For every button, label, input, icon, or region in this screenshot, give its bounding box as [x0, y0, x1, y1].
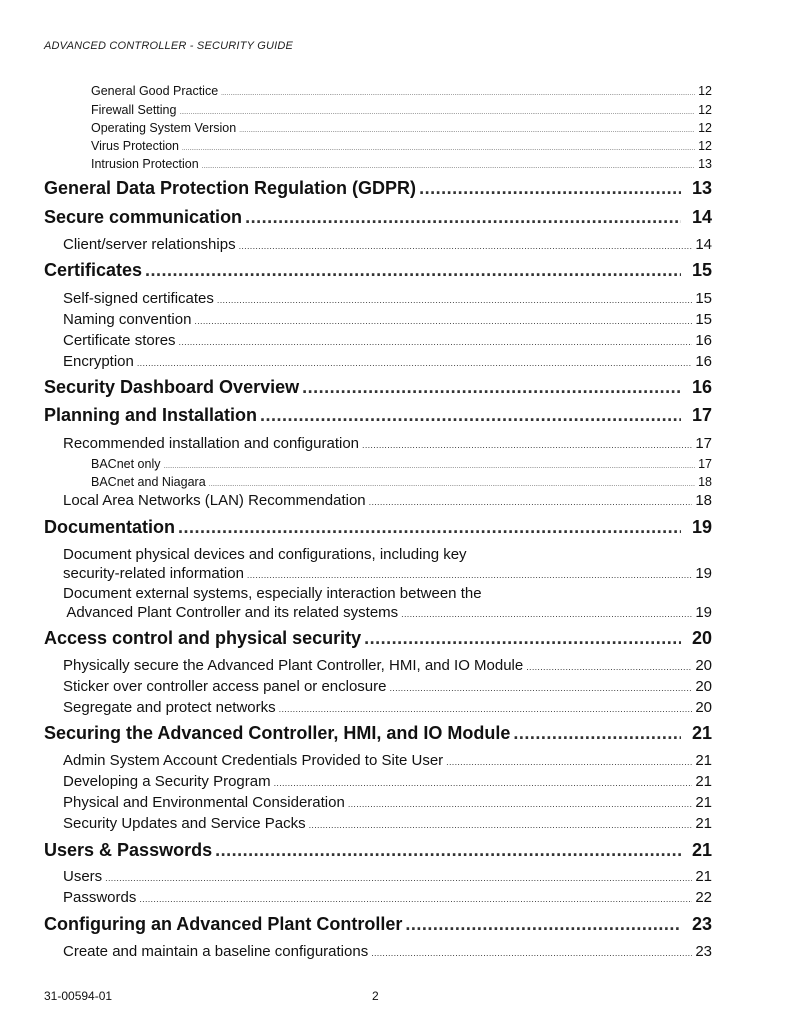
toc-entry-title: Physically secure the Advanced Plant Controller, HMI, and IO Module	[63, 657, 524, 674]
dot-leader	[179, 337, 693, 347]
toc-entry-title: Local Area Networks (LAN) Recommendation	[63, 492, 366, 509]
toc-entry-title: BACnet and Niagara	[91, 475, 206, 489]
dot-leader	[260, 405, 681, 426]
toc-entry[interactable]	[63, 332, 712, 349]
toc-entry[interactable]	[91, 103, 712, 117]
toc-section-title: Security Dashboard Overview	[44, 377, 300, 397]
toc-section[interactable]	[44, 178, 712, 199]
toc-entry-title: Segregate and protect networks	[63, 699, 276, 716]
toc-entry[interactable]	[63, 943, 712, 960]
toc-section-page: 16	[691, 377, 712, 397]
toc-section-title: Planning and Installation	[44, 405, 258, 425]
dot-leader	[526, 662, 692, 672]
toc-section-page: 21	[691, 840, 712, 860]
dot-leader	[239, 241, 693, 251]
toc-entry[interactable]	[91, 139, 712, 153]
toc-entry-page: 19	[695, 565, 712, 582]
toc-entry-page: 23	[695, 943, 712, 960]
toc-entry-page: 18	[695, 492, 712, 509]
toc-entry-title: Advanced Plant Controller and its related systems	[63, 604, 399, 621]
toc-section-page: 23	[691, 914, 712, 934]
toc-section[interactable]	[44, 723, 712, 744]
toc-section[interactable]	[44, 914, 712, 935]
toc-entry[interactable]	[63, 492, 712, 509]
toc-section-title: Configuring an Advanced Plant Controller	[44, 914, 403, 934]
toc-entry-page: 12	[698, 84, 712, 98]
toc-section[interactable]	[44, 207, 712, 228]
dot-leader	[348, 799, 692, 809]
toc-section-title: Securing the Advanced Controller, HMI, and IO Module	[44, 723, 511, 743]
toc-entry-page: 15	[695, 311, 712, 328]
toc-section[interactable]	[44, 628, 712, 649]
toc-entry-page: 16	[695, 353, 712, 370]
toc-section-page: 14	[691, 207, 712, 227]
dot-leader	[446, 757, 692, 767]
toc-section-page: 17	[691, 405, 712, 425]
dot-leader	[137, 358, 692, 368]
toc-section-page: 13	[691, 178, 712, 198]
toc-entry[interactable]	[63, 773, 712, 790]
toc-entry[interactable]	[63, 435, 712, 452]
toc-entry-title: Sticker over controller access panel or enclosure	[63, 678, 387, 695]
toc-entry-title: Users	[63, 868, 103, 885]
toc-section-title: Secure communication	[44, 207, 243, 227]
toc-entry[interactable]	[63, 699, 712, 716]
dot-leader	[274, 778, 693, 788]
dot-leader	[247, 570, 692, 580]
toc-entry[interactable]	[91, 457, 712, 471]
toc-section-title: Access control and physical security	[44, 628, 362, 648]
toc-entry[interactable]	[91, 84, 712, 98]
toc-entry-title: Client/server relationships	[63, 236, 236, 253]
toc-entry-page: 12	[698, 121, 712, 135]
toc-entry[interactable]	[63, 353, 712, 370]
dot-leader	[194, 316, 692, 326]
toc-section[interactable]	[44, 377, 712, 398]
toc-entry-page: 17	[695, 435, 712, 452]
toc-entry-page: 12	[698, 139, 712, 153]
dot-leader	[419, 178, 681, 199]
toc-entry-title: Passwords	[63, 889, 137, 906]
dot-leader	[239, 128, 695, 134]
toc-entry-title: BACnet only	[91, 457, 161, 471]
toc-entry-page: 16	[695, 332, 712, 349]
dot-leader	[163, 464, 695, 470]
toc-entry[interactable]	[63, 657, 712, 674]
dot-leader	[245, 207, 681, 228]
toc-entry-page: 22	[695, 889, 712, 906]
toc-entry-title: Physical and Environmental Consideration	[63, 794, 345, 811]
toc-entry-page: 20	[695, 657, 712, 674]
toc-entry-page: 19	[695, 604, 712, 621]
dot-leader	[369, 497, 693, 507]
dot-leader	[279, 704, 693, 714]
toc-entry[interactable]	[63, 868, 712, 885]
toc-entry-page: 12	[698, 103, 712, 117]
document-number: 31-00594-01	[44, 989, 113, 1003]
toc-entry[interactable]	[63, 236, 712, 253]
toc-entry-page: 17	[698, 457, 712, 471]
toc-section-title: Users & Passwords	[44, 840, 213, 860]
toc-entry-title: Developing a Security Program	[63, 773, 271, 790]
dot-leader	[217, 295, 692, 305]
toc-entry-title: security-related information	[63, 565, 244, 582]
dot-leader	[309, 820, 693, 830]
toc-entry[interactable]	[91, 475, 712, 489]
dot-leader	[513, 723, 681, 744]
toc-entry[interactable]	[63, 752, 712, 769]
toc-entry-page: 15	[695, 290, 712, 307]
dot-leader	[221, 91, 695, 97]
toc-entry-title: Intrusion Protection	[91, 157, 199, 171]
dot-leader	[105, 873, 692, 883]
toc-section-title: Certificates	[44, 260, 143, 280]
toc-entry-page: 21	[695, 794, 712, 811]
toc-entry-title-line1: Document physical devices and configurations, including key	[63, 546, 467, 563]
toc-entry-page: 21	[695, 868, 712, 885]
toc-entry-title: Operating System Version	[91, 121, 237, 135]
toc-entry-title: Certificate stores	[63, 332, 176, 349]
toc-section-page: 15	[691, 260, 712, 280]
toc-entry-title: Encryption	[63, 353, 134, 370]
toc-entry-title-line1: Document external systems, especially interaction between the	[63, 585, 482, 602]
toc-entry-title: General Good Practice	[91, 84, 219, 98]
dot-leader	[371, 948, 692, 958]
dot-leader	[145, 260, 681, 281]
dot-leader	[178, 517, 681, 538]
toc-entry-page: 13	[698, 157, 712, 171]
toc-section-title: General Data Protection Regulation (GDPR)	[44, 178, 417, 198]
toc-entry[interactable]	[63, 678, 712, 695]
toc-section[interactable]	[44, 517, 712, 538]
dot-leader	[405, 914, 681, 935]
toc-section-page: 20	[691, 628, 712, 648]
toc-section-page: 19	[691, 517, 712, 537]
toc-entry-title: Security Updates and Service Packs	[63, 815, 306, 832]
toc-section[interactable]	[44, 405, 712, 426]
toc-entry-title: Firewall Setting	[91, 103, 177, 117]
toc-entry-page: 21	[695, 773, 712, 790]
dot-leader	[179, 110, 695, 116]
toc-entry[interactable]	[63, 290, 712, 307]
dot-leader	[364, 628, 681, 649]
toc-entry-page: 21	[695, 815, 712, 832]
toc-entry-page: 20	[695, 678, 712, 695]
toc-entry[interactable]	[63, 815, 712, 832]
toc-entry-title: Create and maintain a baseline configurations	[63, 943, 369, 960]
toc-section[interactable]	[44, 260, 712, 281]
toc-entry[interactable]	[63, 311, 712, 328]
toc-entry-title: Self-signed certificates	[63, 290, 214, 307]
toc-section[interactable]	[44, 840, 712, 861]
toc-entry-title: Naming convention	[63, 311, 192, 328]
toc-entry[interactable]	[63, 604, 712, 621]
document-header: ADVANCED CONTROLLER - SECURITY GUIDE	[44, 40, 294, 52]
toc-entry[interactable]	[63, 565, 712, 582]
dot-leader	[401, 609, 692, 619]
toc-entry-page: 21	[695, 752, 712, 769]
toc-entry-title: Recommended installation and configuration	[63, 435, 360, 452]
toc-entry-page: 14	[695, 236, 712, 253]
toc-entry-title: Virus Protection	[91, 139, 180, 153]
toc-entry[interactable]	[91, 121, 712, 135]
toc-entry[interactable]	[91, 157, 712, 171]
toc-section-page: 21	[691, 723, 712, 743]
dot-leader	[215, 840, 681, 861]
page-number: 2	[372, 989, 379, 1003]
toc-entry[interactable]	[63, 794, 712, 811]
dot-leader	[362, 440, 692, 450]
toc-entry-page: 20	[695, 699, 712, 716]
dot-leader	[209, 482, 695, 488]
toc-entry-page: 18	[698, 475, 712, 489]
toc-entry-title: Admin System Account Credentials Provided to Site User	[63, 752, 444, 769]
dot-leader	[202, 164, 695, 170]
dot-leader	[389, 683, 692, 693]
dot-leader	[302, 377, 681, 398]
dot-leader	[139, 894, 692, 904]
toc-entry[interactable]	[63, 889, 712, 906]
dot-leader	[182, 146, 695, 152]
toc-section-title: Documentation	[44, 517, 176, 537]
